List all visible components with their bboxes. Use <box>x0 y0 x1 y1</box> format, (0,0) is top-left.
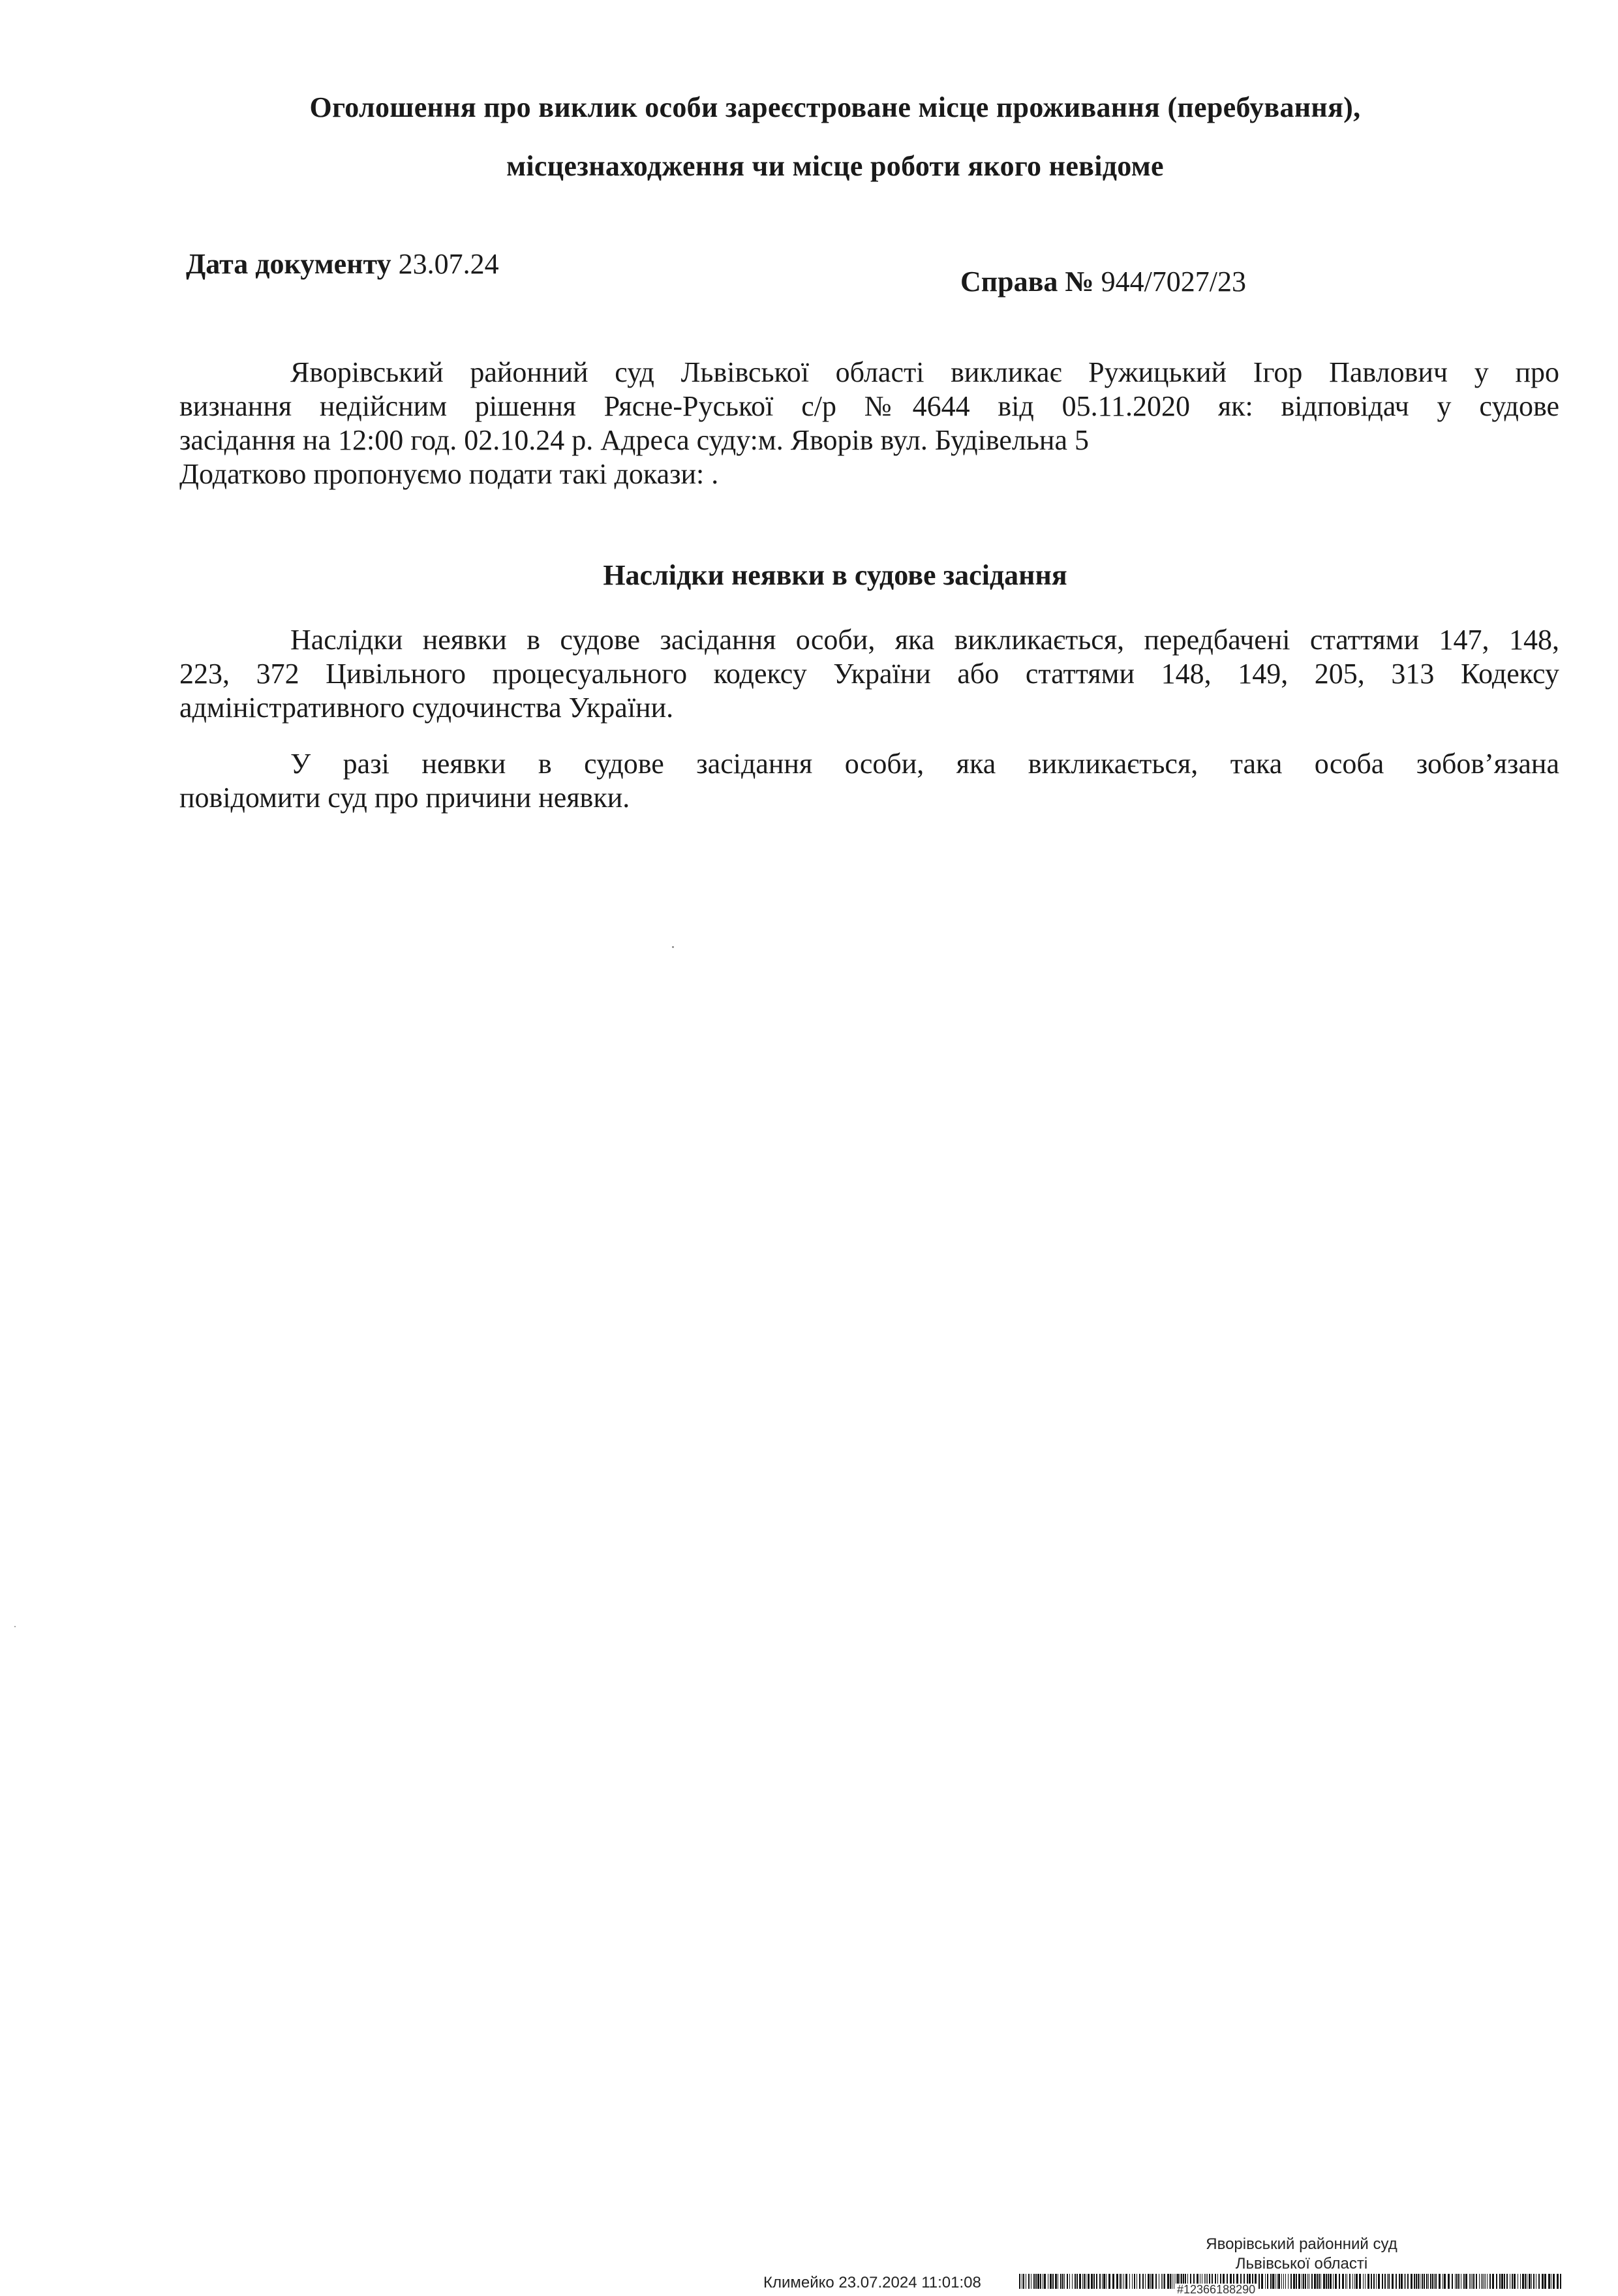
obligation-line: повідомити суд про причини неявки. <box>179 782 630 814</box>
barcode-bar <box>1522 2274 1524 2289</box>
barcode-bar <box>1035 2274 1037 2289</box>
barcode-bar <box>1414 2274 1415 2289</box>
barcode-bar <box>1084 2274 1085 2289</box>
barcode-bar <box>1452 2274 1453 2289</box>
barcode-bar <box>1125 2274 1127 2289</box>
summons-line: визнання недійсним рішення Рясне-Руської с/р №4644 від 05.11.2020 як: відповідач у судове <box>179 390 1559 422</box>
summons-line: Додатково пропонуємо подати такі докази: . <box>179 458 719 490</box>
barcode-bar <box>1430 2274 1431 2289</box>
barcode-bar <box>1335 2274 1337 2289</box>
summons-paragraph <box>179 356 1559 491</box>
barcode-bar <box>1557 2274 1559 2289</box>
barcode-bar <box>1504 2274 1505 2289</box>
barcode-bar <box>1387 2274 1388 2289</box>
barcode-bar <box>1533 2274 1534 2289</box>
stamp-court-region: Львівської області <box>1235 2255 1368 2273</box>
barcode-bar <box>1028 2274 1030 2289</box>
barcode-bar <box>1311 2274 1313 2289</box>
barcode-number: #12366188290 <box>1174 2284 1258 2289</box>
barcode-bar <box>1093 2274 1095 2289</box>
barcode-bar <box>1363 2274 1364 2289</box>
barcode-bar <box>1267 2274 1268 2289</box>
barcode-bar <box>1064 2274 1065 2289</box>
barcode-bar <box>1529 2274 1531 2289</box>
barcode-bar <box>1270 2274 1272 2289</box>
barcode-bar <box>1326 2274 1327 2289</box>
barcode-bar <box>1392 2274 1394 2289</box>
barcode-bar <box>1075 2274 1076 2289</box>
barcode-bar <box>1155 2274 1157 2289</box>
barcode-bar <box>1323 2274 1325 2289</box>
barcode-bar <box>1560 2274 1561 2289</box>
barcode-bar <box>1319 2274 1320 2289</box>
barcode-bar <box>1456 2274 1458 2289</box>
barcode-bar <box>1099 2274 1101 2289</box>
barcode-bar <box>1339 2274 1340 2289</box>
barcode-bar <box>1544 2274 1546 2289</box>
section-heading: Наслідки неявки в судове засідання <box>603 559 1067 591</box>
barcode-bar <box>1033 2274 1035 2289</box>
barcode-bar <box>1463 2274 1465 2289</box>
barcode-bar <box>1067 2274 1068 2289</box>
case-number <box>960 264 1246 299</box>
barcode-bar <box>1132 2274 1133 2289</box>
barcode-bar <box>1426 2274 1427 2289</box>
barcode-bar <box>1139 2274 1140 2289</box>
barcode-bar <box>1411 2274 1412 2289</box>
barcode-bar <box>1455 2274 1456 2289</box>
barcode-bar <box>1023 2274 1024 2289</box>
barcode-bar <box>1448 2274 1450 2289</box>
barcode-bar <box>1373 2274 1375 2289</box>
barcode-bar <box>1164 2274 1165 2289</box>
document-title-line-1: Оголошення про виклик особи зареєстроване місце проживання (перебування), <box>309 91 1361 123</box>
barcode-bar <box>1435 2274 1437 2289</box>
barcode-bar <box>1512 2274 1513 2289</box>
barcode-bar <box>1265 2274 1266 2289</box>
barcode-bar <box>1103 2274 1105 2289</box>
document-title-line-2: місцезнаходження чи місце роботи якого невідоме <box>506 150 1164 182</box>
barcode-bar <box>1416 2274 1417 2289</box>
barcode-bar <box>1040 2274 1041 2289</box>
barcode-bar <box>1405 2274 1406 2289</box>
obligation-line: У разі неявки в судове засідання особи, яка викликається, така особа зобов’язана <box>290 748 1559 780</box>
barcode-bar <box>1170 2274 1171 2289</box>
barcode-bar <box>1278 2274 1280 2289</box>
barcode-bar <box>1548 2274 1550 2289</box>
barcode-bar <box>1152 2274 1153 2289</box>
barcode-bar <box>1418 2274 1419 2289</box>
barcode-bar <box>1293 2274 1295 2289</box>
barcode-bar <box>1469 2274 1470 2289</box>
barcode-bar <box>1019 2274 1020 2289</box>
barcode-bar <box>1062 2274 1063 2289</box>
barcode-bar <box>1349 2274 1351 2289</box>
document-date <box>186 247 499 282</box>
barcode-bar <box>1359 2274 1361 2289</box>
barcode-bar <box>1342 2274 1344 2289</box>
barcode-bar <box>1150 2274 1151 2289</box>
barcode-bar <box>1404 2274 1405 2289</box>
barcode-bar <box>1482 2274 1483 2289</box>
barcode-bar <box>1303 2274 1304 2289</box>
barcode-bar <box>1052 2274 1054 2289</box>
barcode-bar <box>1422 2274 1423 2289</box>
barcode-bar <box>1428 2274 1429 2289</box>
barcode-bar <box>1384 2274 1386 2289</box>
barcode-bar <box>1088 2274 1090 2289</box>
scan-speck <box>14 1626 16 1627</box>
barcode-bar <box>1148 2274 1150 2289</box>
barcode-bar <box>1485 2274 1486 2289</box>
barcode-bar <box>1142 2274 1144 2289</box>
barcode-bar <box>1305 2274 1306 2289</box>
barcode-bar <box>1476 2274 1477 2289</box>
barcode-bar <box>1261 2274 1263 2289</box>
barcode-bar <box>1465 2274 1467 2289</box>
barcode-bar <box>1489 2274 1491 2289</box>
barcode-bar <box>1082 2274 1083 2289</box>
barcode-bar <box>1145 2274 1146 2289</box>
barcode <box>1019 2274 1561 2289</box>
barcode-bar <box>1538 2274 1540 2289</box>
barcode-bar <box>1328 2274 1329 2289</box>
scan-speck <box>672 946 674 948</box>
barcode-bar <box>1044 2274 1046 2289</box>
barcode-bar <box>1272 2274 1274 2289</box>
barcode-graphic <box>1019 2274 1561 2289</box>
barcode-bar <box>1096 2274 1097 2289</box>
barcode-bar <box>1378 2274 1380 2289</box>
barcode-bar <box>1371 2274 1372 2289</box>
date-value: 23.07.24 <box>398 248 499 280</box>
barcode-bar <box>1037 2274 1039 2289</box>
barcode-bar <box>1072 2274 1073 2289</box>
barcode-bar <box>1129 2274 1130 2289</box>
barcode-bar <box>1055 2274 1057 2289</box>
barcode-bar <box>1531 2274 1532 2289</box>
barcode-bar <box>1499 2274 1501 2289</box>
barcode-bar <box>1167 2274 1169 2289</box>
barcode-bar <box>1134 2274 1135 2289</box>
barcode-bar <box>1283 2274 1284 2289</box>
consequences-line: адміністративного судочинства України. <box>179 692 674 724</box>
barcode-bar <box>1424 2274 1425 2289</box>
barcode-bar <box>1525 2274 1526 2289</box>
barcode-bar <box>1069 2274 1070 2289</box>
case-value: 944/7027/23 <box>1101 266 1247 298</box>
barcode-bar <box>1506 2274 1508 2289</box>
barcode-bar <box>1367 2274 1369 2289</box>
barcode-bar <box>1472 2274 1473 2289</box>
barcode-bar <box>1399 2274 1400 2289</box>
date-label: Дата документу <box>186 248 391 280</box>
barcode-bar <box>1553 2274 1555 2289</box>
barcode-bar <box>1439 2274 1441 2289</box>
barcode-bar <box>1388 2274 1390 2289</box>
barcode-bar <box>1091 2274 1093 2289</box>
barcode-bar <box>1481 2274 1482 2289</box>
barcode-bar <box>1314 2274 1316 2289</box>
barcode-bar <box>1492 2274 1494 2289</box>
barcode-bar <box>1296 2274 1297 2289</box>
barcode-bar <box>1102 2274 1103 2289</box>
barcode-bar <box>1281 2274 1282 2289</box>
barcode-bar <box>1079 2274 1081 2289</box>
barcode-bar <box>1288 2274 1289 2289</box>
barcode-bar <box>1161 2274 1162 2289</box>
barcode-bar <box>1352 2274 1353 2289</box>
barcode-bar <box>1434 2274 1435 2289</box>
barcode-bar <box>1382 2274 1383 2289</box>
barcode-bar <box>1285 2274 1286 2289</box>
barcode-bar <box>1356 2274 1358 2289</box>
barcode-bar <box>1108 2274 1110 2289</box>
barcode-bar <box>1123 2274 1124 2289</box>
stamp-court-name: Яворівський районний суд <box>1206 2235 1397 2253</box>
barcode-bar <box>1376 2274 1377 2289</box>
barcode-bar <box>1298 2274 1300 2289</box>
barcode-bar <box>1487 2274 1488 2289</box>
obligation-paragraph <box>179 747 1559 815</box>
barcode-bar <box>1345 2274 1346 2289</box>
barcode-bar <box>1333 2274 1334 2289</box>
barcode-bar <box>1401 2274 1403 2289</box>
consequences-line: Наслідки неявки в судове засідання особи, яка викликається, передбачені статтями 147, 148, <box>290 624 1559 656</box>
barcode-bar <box>1354 2274 1355 2289</box>
barcode-bar <box>1442 2274 1443 2289</box>
barcode-bar <box>1542 2274 1544 2289</box>
barcode-bar <box>1116 2274 1118 2289</box>
barcode-bar <box>1473 2274 1474 2289</box>
barcode-bar <box>1076 2274 1078 2289</box>
barcode-bar <box>1496 2274 1497 2289</box>
barcode-bar <box>1307 2274 1308 2289</box>
stamp-signer-datetime: Климейко 23.07.2024 11:01:08 <box>763 2274 981 2291</box>
consequences-line: 223, 372 Цивільного процесуального кодексу України або статтями 148, 149, 205, 313 Кодексу <box>179 658 1559 690</box>
barcode-bar <box>1106 2274 1107 2289</box>
barcode-bar <box>1317 2274 1318 2289</box>
barcode-bar <box>1365 2274 1366 2289</box>
barcode-bar <box>1290 2274 1292 2289</box>
barcode-bar <box>1050 2274 1052 2289</box>
summons-line: засідання на 12:00 год. 02.10.24 р. Адреса суду:м. Яворів вул. Будівельна 5 <box>179 424 1089 456</box>
barcode-bar <box>1396 2274 1397 2289</box>
barcode-bar <box>1444 2274 1446 2289</box>
barcode-bar <box>1501 2274 1503 2289</box>
summons-line: Яворівський районний суд Львівської області викликає Ружицький Ігор Павлович у про <box>290 356 1559 388</box>
barcode-bar <box>1320 2274 1321 2289</box>
consequences-paragraph <box>179 623 1559 725</box>
barcode-bar <box>1458 2274 1459 2289</box>
barcode-bar <box>1330 2274 1332 2289</box>
barcode-bar <box>1060 2274 1061 2289</box>
barcode-bar <box>1514 2274 1516 2289</box>
barcode-bar <box>1112 2274 1114 2289</box>
barcode-bar <box>1479 2274 1480 2289</box>
barcode-bar <box>1120 2274 1121 2289</box>
case-label: Справа № <box>960 266 1094 298</box>
barcode-bar <box>1259 2274 1260 2289</box>
barcode-bar <box>1432 2274 1433 2289</box>
barcode-bar <box>1407 2274 1409 2289</box>
barcode-bar <box>1520 2274 1521 2289</box>
